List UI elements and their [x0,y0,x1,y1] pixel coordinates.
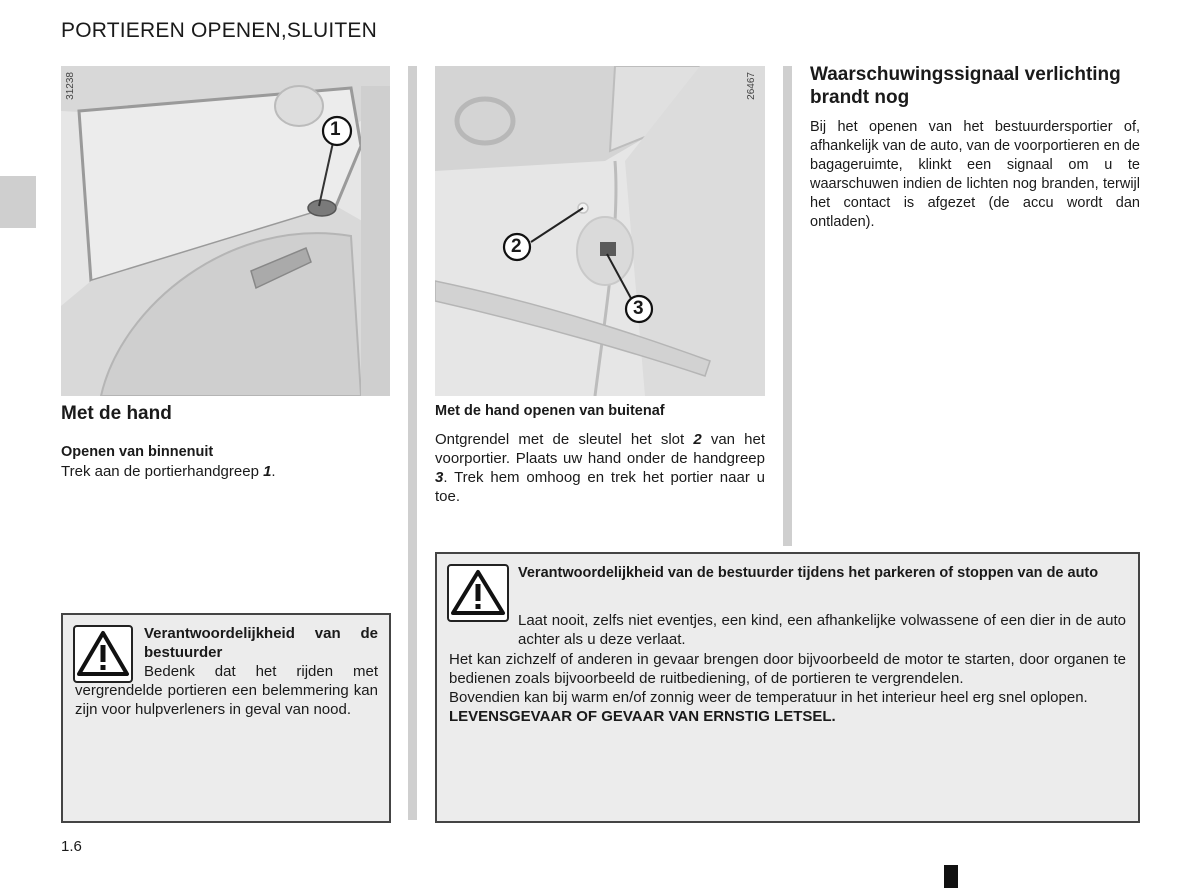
page-title: PORTIEREN OPENEN,SLUITEN [61,19,377,42]
corner-mark [944,865,958,888]
column-divider-left [408,66,417,820]
reference-number: 1 [263,463,272,480]
warning-paragraph-1: Laat nooit, zelfs niet eventjes, een kind, een afhankelijke volwassene of een dier in de auto achter als u deze verlaat. [518,612,1126,648]
text-fragment: . [271,463,276,480]
reference-number: 3 [435,469,444,486]
warning-triangle-icon [449,566,507,620]
warning-title-text: Verantwoordelijkheid van de bestuurder tijdens het parkeren of stoppen van de auto [518,565,1099,581]
column-divider-right [783,66,792,546]
section-heading-buitenaf: Met de hand openen van buitenaf [435,403,665,419]
paragraph-waarschuwingssignaal: Bij het openen van het bestuurdersportier of, afhankelijk van de auto, van de voorportieren en de bagageruimte, klinkt een signaal om u te waarschuwen indien de lichten nog branden, terwijl het contact is afgezet (de accu wordt dan ontladen). [810,119,1140,230]
section-heading-waarschuwingssignaal: Waarschuwingssignaal verlichting brandt nog [810,64,1121,108]
warning-title-text: Verantwoordelijkheid van de bestuurder [144,625,378,661]
text-fragment: . Trek hem omhoog en trek het portier naar u toe. [435,469,765,505]
warning-title-driver [144,624,378,662]
text-fragment: Ontgrendel met de sleutel het slot [435,431,694,448]
figure-ref-number: 31238 [65,72,76,100]
section-heading-met-de-hand: Met de hand [61,403,172,424]
text-fragment: Trek aan de portierhandgreep [61,463,264,480]
outer-door-illustration [435,66,765,396]
callout-label-2: 2 [511,236,522,257]
paragraph-buitenaf [435,430,765,506]
warning-icon-frame [447,564,509,622]
reference-number: 2 [693,431,702,448]
figure-inner-door [61,66,390,396]
inner-door-illustration [61,66,390,396]
warning-text-p3: Bovendien kan bij warm en/of zonnig weer de temperatuur in het interieur heel erg snel oplopen. [449,689,1088,706]
callout-label-1: 1 [330,119,341,140]
text-fragment: van het voorportier. Plaats uw hand onder de handgreep [435,431,765,467]
figure-outer-door [435,66,765,396]
paragraph-binnenuit [61,462,391,481]
sub-heading-openen-binnenuit: Openen van binnenuit [61,444,214,460]
warning-text-p2: Het kan zichzelf of anderen in gevaar brengen door bijvoorbeeld de motor te starten, door organen te bedienen zoals bijvoorbeeld de ruitbediening, of de portieren te vergrendelen. [449,651,1126,687]
warning-box-parking [435,552,1140,823]
warning-text-p4: LEVENSGEVAAR OF GEVAAR VAN ERNSTIG LETSEL. [449,708,836,725]
warning-body-driver: Bedenk dat het rijden met vergrendelde portieren een belemmering kan zijn voor hulpverleners in geval van nood. [75,663,378,718]
chapter-tab [0,176,36,228]
warning-title-parking [518,564,1126,583]
figure-ref-number: 26467 [746,72,757,100]
warning-box-driver [61,613,391,823]
page-number: 1.6 [61,838,82,855]
warning-paragraph-2 [449,650,1126,726]
callout-label-3: 3 [633,298,644,319]
